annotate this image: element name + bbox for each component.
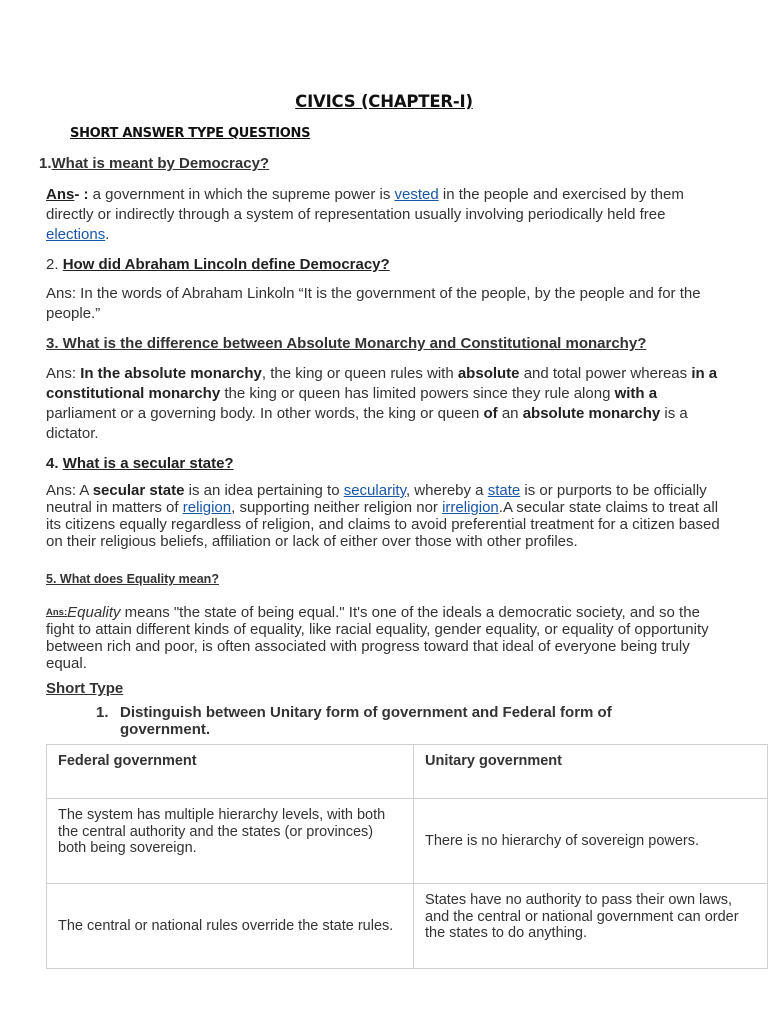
question-text: How did Abraham Lincoln define Democracy? bbox=[62, 256, 390, 273]
answer-italic: Equality bbox=[67, 604, 121, 621]
question-3: 3. What is the difference between Absolute Monarchy and Constitutional monarchy? bbox=[46, 335, 647, 352]
question-number: 1. bbox=[96, 704, 109, 721]
answer-4 bbox=[46, 482, 726, 550]
answer-text: is an idea pertaining to bbox=[184, 482, 344, 499]
answer-text: , the king or queen rules with bbox=[261, 365, 458, 382]
short-question-1 bbox=[96, 704, 676, 738]
answer-text: , supporting neither religion nor bbox=[231, 499, 443, 516]
question-number: 4. bbox=[46, 455, 63, 472]
table-header-federal: Federal government bbox=[47, 745, 414, 799]
question-number: 2. bbox=[46, 256, 63, 273]
link-vested[interactable]: vested bbox=[394, 186, 439, 203]
question-text: What is a secular state? bbox=[62, 455, 234, 472]
link-state[interactable]: state bbox=[487, 482, 521, 499]
answer-bold: In the absolute monarchy bbox=[80, 365, 262, 382]
link-religion[interactable]: religion bbox=[182, 499, 232, 516]
answer-text: a government in which the supreme power is bbox=[92, 186, 395, 203]
answer-2: Ans: In the words of Abraham Linkoln “It is the government of the people, by the people and for the people.” bbox=[46, 285, 701, 322]
comparison-table bbox=[46, 744, 768, 969]
question-4 bbox=[46, 455, 234, 472]
answer-bold: absolute bbox=[457, 365, 520, 382]
question-text: What is meant by Democracy? bbox=[51, 155, 270, 172]
question-number: 1. bbox=[39, 155, 52, 172]
question-1 bbox=[39, 155, 269, 172]
link-elections[interactable]: elections bbox=[46, 226, 106, 243]
answer-text: an bbox=[497, 405, 523, 422]
answer-separator: - : bbox=[74, 186, 93, 203]
answer-3 bbox=[46, 364, 726, 444]
answer-1 bbox=[46, 185, 726, 245]
page-title: CIVICS (CHAPTER-I) bbox=[295, 92, 473, 111]
table-header-row bbox=[47, 745, 768, 799]
answer-bold: in a constitutional monarchy bbox=[46, 365, 718, 402]
question-text: Distinguish between Unitary form of government and Federal form of government. bbox=[120, 704, 612, 738]
answer-bold: secular state bbox=[92, 482, 185, 499]
answer-text: Ans: A bbox=[46, 482, 93, 499]
answer-5 bbox=[46, 604, 726, 672]
table-cell: The central or national rules override the state rules. bbox=[47, 884, 414, 969]
answer-bold: of bbox=[483, 405, 498, 422]
answer-bold: absolute monarchy bbox=[522, 405, 661, 422]
link-secularity[interactable]: secularity bbox=[343, 482, 406, 499]
answer-text: the king or queen has limited powers since they rule along bbox=[220, 385, 615, 402]
table-header-unitary: Unitary government bbox=[414, 745, 768, 799]
answer-text: means "the state of being equal." It's one of the ideals a democratic society, and so the fight to attain different kinds of equality, like racial equality, gender equality, or equality of opportunity between rich and poor, is often associated with progress toward that ideal of everyone being truly equal. bbox=[46, 604, 709, 672]
answer-text: Ans: bbox=[46, 365, 81, 382]
answer-text: is or purports to be officially neutral in matters of bbox=[46, 482, 707, 516]
answer-text: . bbox=[105, 226, 110, 243]
answer-text: parliament or a governing body. In other words, the king or queen bbox=[46, 405, 484, 422]
answer-text: is a dictator. bbox=[46, 405, 688, 442]
table-row bbox=[47, 799, 768, 884]
answer-label: Ans: bbox=[46, 607, 68, 618]
answer-label: Ans bbox=[46, 186, 75, 203]
question-5: 5. What does Equality mean? bbox=[46, 572, 219, 586]
section-subtitle: SHORT ANSWER TYPE QUESTIONS bbox=[70, 126, 311, 141]
table-cell: The system has multiple hierarchy levels, with both the central authority and the states (or provinces) both being sovereign. bbox=[47, 799, 414, 884]
link-irreligion[interactable]: irreligion bbox=[442, 499, 499, 516]
answer-text: , whereby a bbox=[405, 482, 488, 499]
answer-text: .A secular state claims to treat all its citizens equally regardless of religion, and claims to avoid preferential treatment for a citizen based on their religious beliefs, affiliation or lack of either over those with other profiles. bbox=[46, 499, 720, 550]
question-2 bbox=[46, 256, 390, 273]
table-cell: There is no hierarchy of sovereign powers. bbox=[414, 799, 768, 884]
answer-text: in the people and exercised by them directly or indirectly through a system of representation usually involving periodically held free bbox=[46, 186, 684, 223]
table-row bbox=[47, 884, 768, 969]
answer-bold: with a bbox=[614, 385, 658, 402]
table-cell: States have no authority to pass their own laws, and the central or national government can order the states to do anything. bbox=[414, 884, 768, 969]
section-short-type: Short Type bbox=[46, 680, 124, 697]
answer-text: and total power whereas bbox=[519, 365, 692, 382]
